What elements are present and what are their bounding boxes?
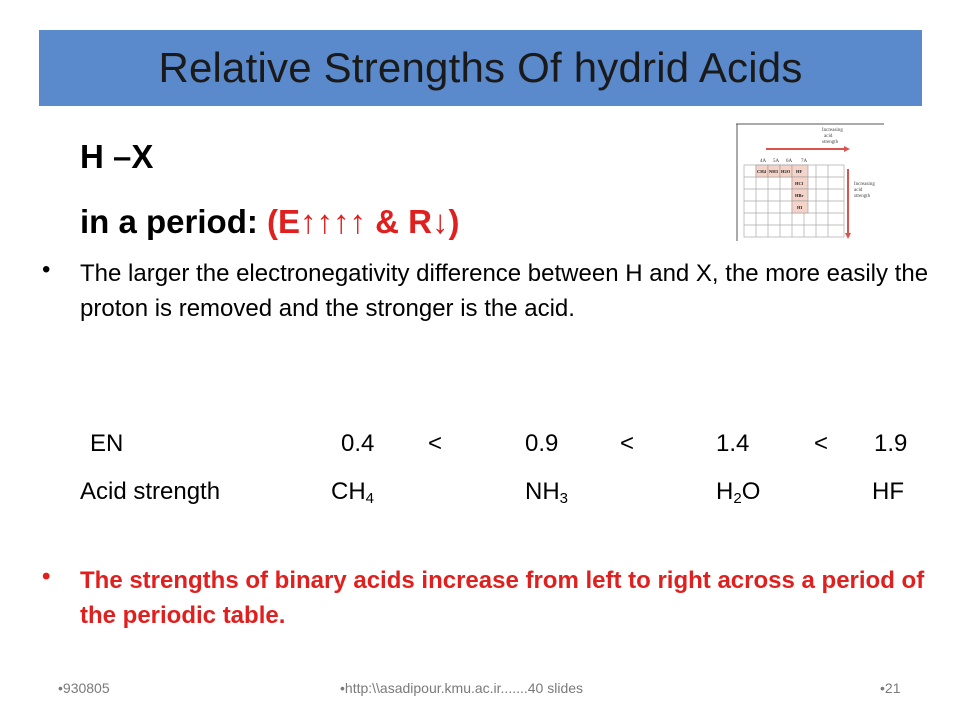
footer-url: •http:\\asadipour.kmu.ac.ir.......40 slides bbox=[340, 680, 584, 696]
acid-strength-label: Acid strength bbox=[80, 478, 221, 505]
footer-date: •930805 bbox=[58, 680, 110, 696]
en-value: 1.4 bbox=[716, 430, 750, 457]
less-than: < bbox=[620, 430, 635, 457]
period-prefix: in a period: bbox=[80, 203, 268, 240]
footer-page-number: •21 bbox=[880, 680, 901, 696]
compound-ch4: $CH_4$ bbox=[331, 478, 375, 507]
svg-text:7A: 7A bbox=[801, 159, 808, 164]
svg-text:H2O: H2O bbox=[781, 169, 791, 174]
less-than: < bbox=[428, 430, 443, 457]
en-value: 0.9 bbox=[525, 430, 559, 457]
svg-text:CH4: CH4 bbox=[757, 169, 766, 174]
title-bar bbox=[39, 30, 922, 106]
compound-hf: HF bbox=[872, 478, 904, 505]
svg-text:acid: acid bbox=[854, 188, 863, 193]
en-value: 0.4 bbox=[341, 430, 375, 457]
periodic-table-figure bbox=[736, 123, 884, 241]
svg-text:6A: 6A bbox=[786, 159, 793, 164]
svg-text:HF: HF bbox=[796, 169, 803, 174]
slide-title: Relative Strengths Of hydrid Acids bbox=[158, 44, 803, 91]
svg-text:strength: strength bbox=[822, 140, 839, 145]
period-trend-line bbox=[80, 203, 460, 241]
svg-text:strength: strength bbox=[854, 194, 871, 199]
compound-h2o: $H_2O$ bbox=[716, 478, 761, 507]
svg-text:HBr: HBr bbox=[795, 193, 804, 198]
svg-text:NH3: NH3 bbox=[769, 169, 778, 174]
hx-heading: H –X bbox=[80, 138, 154, 175]
bullet-marker: • bbox=[42, 563, 51, 590]
svg-text:acid: acid bbox=[824, 134, 833, 139]
en-label: EN bbox=[90, 430, 124, 457]
bullet-binary-acids: The strengths of binary acids increase from left to right across a period of the periodic table. bbox=[80, 567, 925, 629]
figure-top-label: Increasing bbox=[822, 128, 843, 133]
less-than: < bbox=[814, 430, 829, 457]
bullet-marker: • bbox=[42, 256, 51, 283]
en-value: 1.9 bbox=[874, 430, 908, 457]
svg-text:4A: 4A bbox=[760, 159, 767, 164]
period-trend: (E↑↑↑↑ & R↓) bbox=[267, 203, 460, 240]
compound-nh3: $NH_3$ bbox=[525, 478, 569, 507]
svg-text:HI: HI bbox=[797, 205, 803, 210]
svg-text:5A: 5A bbox=[773, 159, 780, 164]
figure-side-label: Increasing bbox=[854, 182, 875, 187]
svg-text:HCl: HCl bbox=[795, 181, 804, 186]
bullet-electronegativity: The larger the electronegativity difference between H and X, the more easily the proton is removed and the stronger is the acid. bbox=[80, 260, 929, 322]
